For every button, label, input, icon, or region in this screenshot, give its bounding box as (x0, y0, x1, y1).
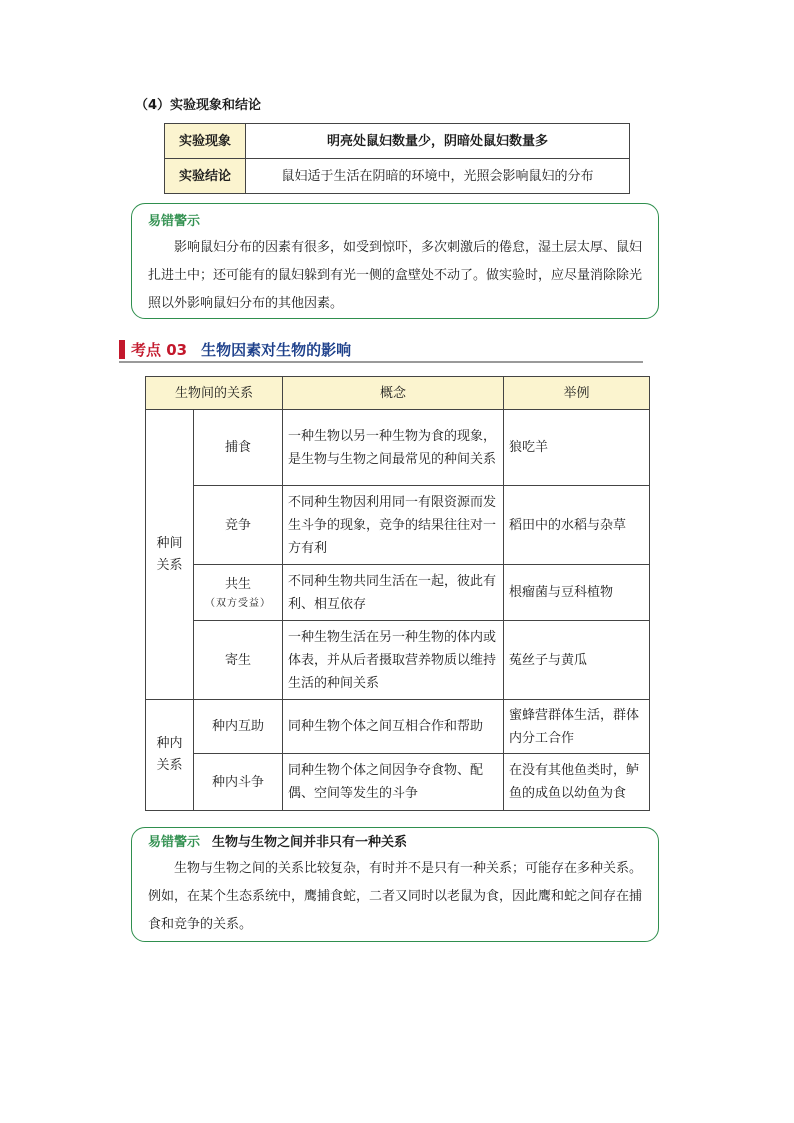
table-row (146, 486, 650, 565)
row-value: 明亮处鼠妇数量少，阴暗处鼠妇数量多 (246, 124, 630, 159)
group-label: 种内关系 (146, 700, 194, 811)
relation-concept: 一种生物生活在另一种生物的体内或体表，并从后者摄取营养物质以维持生活的种间关系 (283, 621, 504, 700)
row-label: 实验结论 (165, 159, 246, 194)
section-heading: （4）实验现象和结论 (135, 98, 262, 113)
warning-body: 生物与生物之间的关系比较复杂，有时并不是只有一种关系；可能存在多种关系。例如，在某个生态系统中，鹰捕食蛇，二者又同时以老鼠为食，因此鹰和蛇之间存在捕食和竞争的关系。 (148, 861, 643, 932)
warning-subtitle: 生物与生物之间并非只有一种关系 (212, 835, 408, 850)
table-row (165, 124, 630, 159)
relations-table (145, 376, 650, 811)
warning-title-line (148, 833, 642, 853)
warning-box (131, 827, 659, 942)
relation-example: 菟丝子与黄瓜 (504, 621, 650, 700)
relation-example: 狼吃羊 (504, 410, 650, 486)
relation-concept: 同种生物个体之间因争夺食物、配偶、空间等发生的斗争 (283, 754, 504, 811)
section-title (131, 339, 351, 360)
relation-type: 种内互助 (194, 700, 283, 754)
relation-example: 稻田中的水稻与杂草 (504, 486, 650, 565)
column-header: 概念 (283, 377, 504, 410)
table-row (146, 700, 650, 754)
relation-concept: 不同种生物共同生活在一起，彼此有利、相互依存 (283, 565, 504, 621)
table-row (146, 565, 650, 621)
section-name: 生物因素对生物的影响 (201, 341, 352, 359)
relation-type: 竞争 (194, 486, 283, 565)
relation-type: 捕食 (194, 410, 283, 486)
relation-type-cell (194, 565, 283, 621)
relation-type: 寄生 (194, 621, 283, 700)
relation-type: 种内斗争 (194, 754, 283, 811)
relation-type: 共生 (225, 577, 252, 592)
experiment-table (164, 123, 630, 194)
column-header: 举例 (504, 377, 650, 410)
relation-example: 在没有其他鱼类时，鲈鱼的成鱼以幼鱼为食 (504, 754, 650, 811)
row-label: 实验现象 (165, 124, 246, 159)
warning-body: 影响鼠妇分布的因素有很多，如受到惊吓，多次刺激后的倦怠，湿土层太厚、鼠妇扎进土中；还可能有的鼠妇躲到有光一侧的盒壁处不动了。做实验时，应尽量消除除光照以外影响鼠妇分布的其他因素。 (148, 240, 643, 311)
row-value: 鼠妇适于生活在阴暗的环境中，光照会影响鼠妇的分布 (246, 159, 630, 194)
table-row (146, 754, 650, 811)
section-header (119, 337, 643, 363)
table-row (146, 621, 650, 700)
warning-box (131, 203, 659, 319)
warning-title: 易错警示 (148, 214, 201, 229)
table-header-row (146, 377, 650, 410)
relation-concept: 不同种生物因利用同一有限资源而发生斗争的现象，竞争的结果往往对一方有利 (283, 486, 504, 565)
relation-example: 根瘤菌与豆科植物 (504, 565, 650, 621)
group-label: 种间关系 (146, 410, 194, 700)
warning-title: 易错警示 (148, 835, 201, 850)
section-number: 考点 03 (131, 341, 188, 359)
column-header: 生物间的关系 (146, 377, 283, 410)
table-row (165, 159, 630, 194)
relation-example: 蜜蜂营群体生活，群体内分工合作 (504, 700, 650, 754)
table-row (146, 410, 650, 486)
accent-bar (119, 340, 125, 359)
relation-type-note: （双方受益） (205, 598, 271, 609)
relation-concept: 一种生物以另一种生物为食的现象，是生物与生物之间最常见的种间关系 (283, 410, 504, 486)
relation-concept: 同种生物个体之间互相合作和帮助 (283, 700, 504, 754)
